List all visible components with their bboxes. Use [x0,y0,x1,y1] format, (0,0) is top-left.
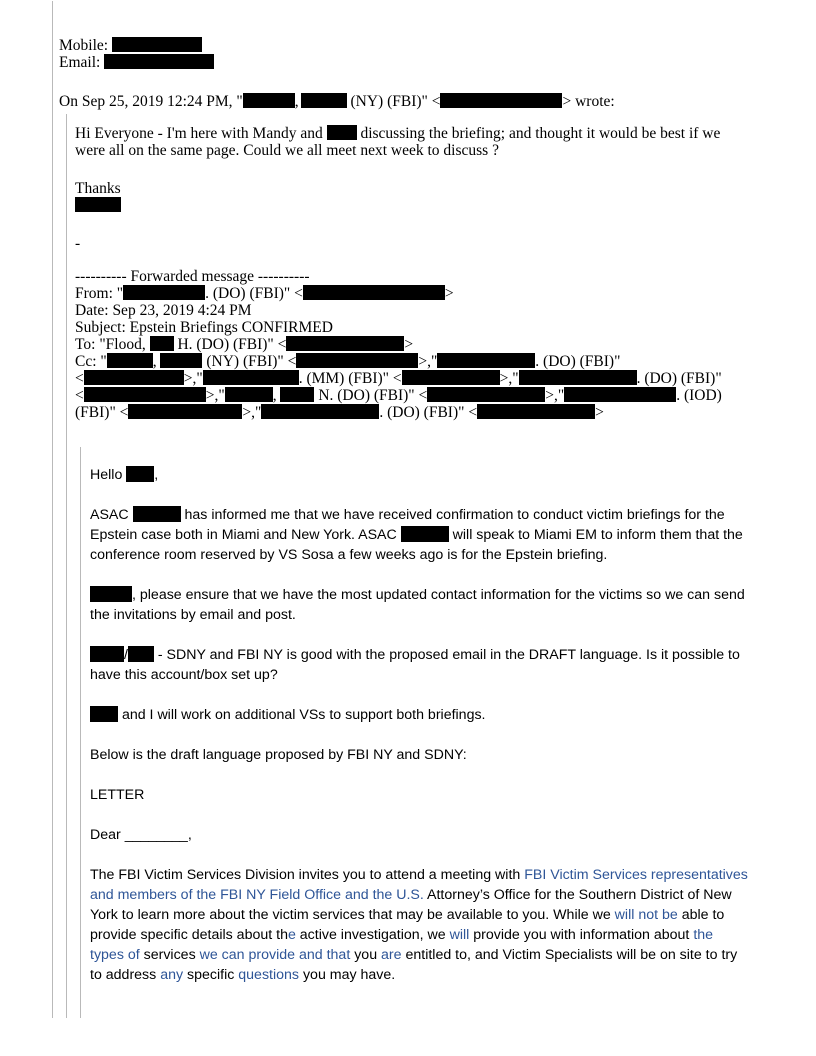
cc-line: < >," , N. (DO) (FBI)" < >," . (IOD) [75,387,722,404]
forward-divider: ---------- Forwarded message ---------- [75,268,310,285]
thanks-text: Thanks [75,180,121,197]
redaction [301,93,347,108]
redaction [564,387,676,402]
redaction [327,125,357,140]
redaction [401,526,449,542]
redaction [75,197,121,212]
paragraph-draft-language: / - SDNY and FBI NY is good with the proposed email in the DRAFT language. Is it possible to have this account/box set up? [90,647,740,683]
redaction [296,353,418,368]
redaction [477,404,595,419]
redaction [437,353,535,368]
redaction [440,93,562,108]
email-line: Email: [59,54,214,71]
redaction [261,404,379,419]
redaction [123,285,205,300]
from-line: From: " . (DO) (FBI)" < > [75,285,454,302]
hello-line: Hello , [90,467,159,483]
message-line: were all on the same page. Could we all meet next week to discuss ? [75,142,499,159]
redaction [427,387,545,402]
paragraph-contact-info: , please ensure that we have the most updated contact information for the victims so we can send the invitations by email and post. [90,587,745,623]
contact-block [59,37,214,71]
mobile-line: Mobile: [59,37,214,54]
dash-line: - [75,235,81,252]
cc-line: (FBI)" < >," . (DO) (FBI)" < > [75,404,604,421]
redaction [90,646,124,662]
cc-line: < >," . (MM) (FBI)" < >," . (DO) (FBI)" [75,370,722,387]
paragraph-confirmation: ASAC has informed me that we have received confirmation to conduct victim briefings for the Epstein case both in Miami and New York. ASAC will speak to Miami EM to inform them that the conference room reserved by VS Sosa a few weeks ago is for the Epstein briefing. [90,507,743,563]
redaction [90,586,132,602]
redaction [280,387,314,402]
letter-heading: LETTER [90,787,145,803]
redaction [90,706,118,722]
signature-line [75,197,121,214]
subject-line: Subject: Epstein Briefings CONFIRMED [75,319,333,336]
dear-line: Dear ________, [90,827,192,843]
redaction [303,285,445,300]
to-line: To: "Flood, H. (DO) (FBI)" < > [75,336,414,353]
redaction [104,54,214,69]
cc-line: Cc: " , (NY) (FBI)" < >," . (DO) (FBI)" [75,353,621,370]
cc-continued [75,370,722,421]
redaction [203,370,299,385]
redaction [112,37,202,52]
quote-line-inner [80,447,81,1018]
redaction [519,370,637,385]
redaction [160,353,202,368]
letter-body: The FBI Victim Services Division invites you to attend a meeting with FBI Victim Services representatives and members of the FBI NY Field Office and the U.S. Attorney’s Office for the Southern District of New York to learn more about the victim services that may be available to you. While we will not be able to provide specific details about the active investigation, we will provide you with information about the types of services we can provide and that you are entitled to, and Victim Specialists will be on site to try to address any specific questions you may have. [90,867,748,983]
redaction [225,387,273,402]
redaction [84,370,184,385]
forwarded-header [75,268,620,370]
redaction [150,336,174,351]
redaction [133,506,181,522]
redaction [107,353,153,368]
message-line: Hi Everyone - I'm here with Mandy and discussing the briefing; and thought it would be best if we [75,125,721,142]
message-body [75,125,720,159]
date-line: Date: Sep 23, 2019 4:24 PM [75,302,252,319]
redaction [402,370,500,385]
quote-line-middle [66,114,67,1018]
reply-header: On Sep 25, 2019 12:24 PM, " , (NY) (FBI)" < > wrote: [59,93,615,110]
redaction [126,466,154,482]
redaction [286,336,404,351]
redaction [243,93,295,108]
signoff [75,180,121,214]
redaction [128,646,154,662]
paragraph-vss: and I will work on additional VSs to support both briefings. [90,705,486,725]
quote-line-outer [52,1,53,1018]
redaction [128,404,242,419]
redaction [84,387,206,402]
paragraph-below: Below is the draft language proposed by FBI NY and SDNY: [90,747,467,763]
